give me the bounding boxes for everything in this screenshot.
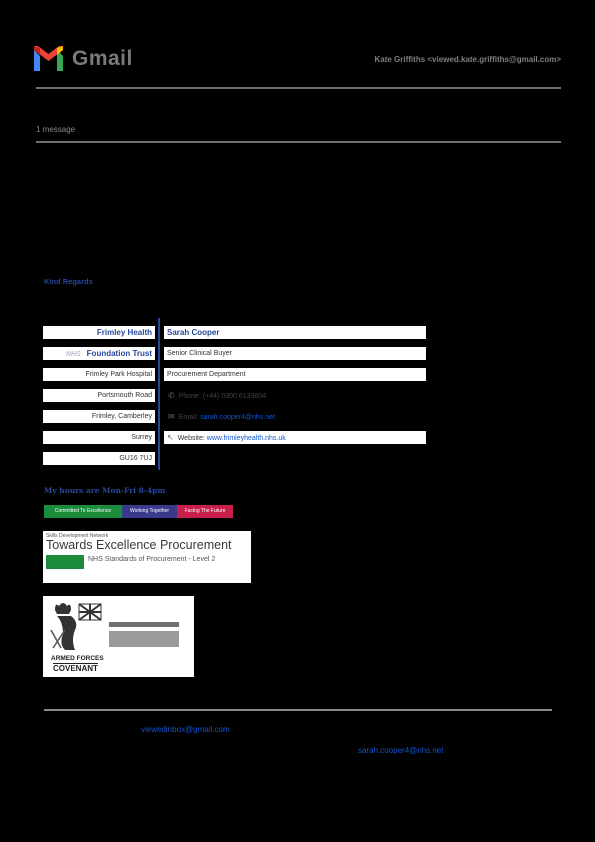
afc-banner-top [109,622,179,627]
sender-address: Kate Griffiths <viewed.kate.griffiths@gmail.com> [374,55,561,64]
tep-logo-icon [46,555,84,569]
address-line: Surrey [43,431,155,444]
value-committed: Committed To Excellence [44,505,122,518]
signer-department: Procurement Department [164,368,426,381]
value-working-together: Working Together [122,505,177,518]
signer-name: Sarah Cooper [164,326,426,339]
signer-email-link[interactable]: sarah.cooper4@nhs.net [200,414,275,421]
org-name: Frimley Health [43,326,155,339]
armed-forces-covenant-badge: ARMED FORCES COVENANT [43,596,194,677]
address-line: Frimley, Camberley [43,410,155,423]
footer-divider [44,709,552,711]
cursor-icon: ↖ [167,433,174,442]
header-divider [36,87,561,89]
afc-banner-bottom [109,631,179,647]
signature-closing: Kind Regards [44,277,93,286]
signer-website: ↖ Website: www.frimleyhealth.nhs.uk [164,431,426,444]
signer-phone: ✆ Phone: (+44) 0300 6133604 [168,391,267,400]
nhs-logo-icon: NHS [65,351,81,358]
envelope-icon: ✉ [168,412,175,421]
cc-email-link[interactable]: sarah.cooper4@nhs.net [358,746,444,755]
address-line: Frimley Park Hospital [43,368,155,381]
signature-divider [158,318,160,470]
phone-icon: ✆ [168,391,175,400]
thread-divider [36,141,561,143]
recipient-email-link[interactable]: viewedinbox@gmail.com [141,725,230,734]
gmail-wordmark: Gmail [72,47,133,70]
address-postcode: GU16 7UJ [43,452,155,465]
signer-title: Senior Clinical Buyer [164,347,426,360]
signer-email: ✉ Email: sarah.cooper4@nhs.net [168,412,275,421]
value-facing-future: Facing The Future [177,505,233,518]
crest-icon [49,600,105,652]
towards-excellence-badge: Skills Development Network Towards Excellence Procurement NHS Standards of Procurement - Level 2 [43,531,251,583]
values-banner [44,505,233,518]
website-link[interactable]: www.frimleyhealth.nhs.uk [206,435,286,442]
org-trust: NHS Foundation Trust [43,347,155,360]
message-count: 1 message [36,125,76,134]
working-hours: My hours are Mon-Fri 8-4pm [44,486,166,495]
address-line: Portsmouth Road [43,389,155,402]
